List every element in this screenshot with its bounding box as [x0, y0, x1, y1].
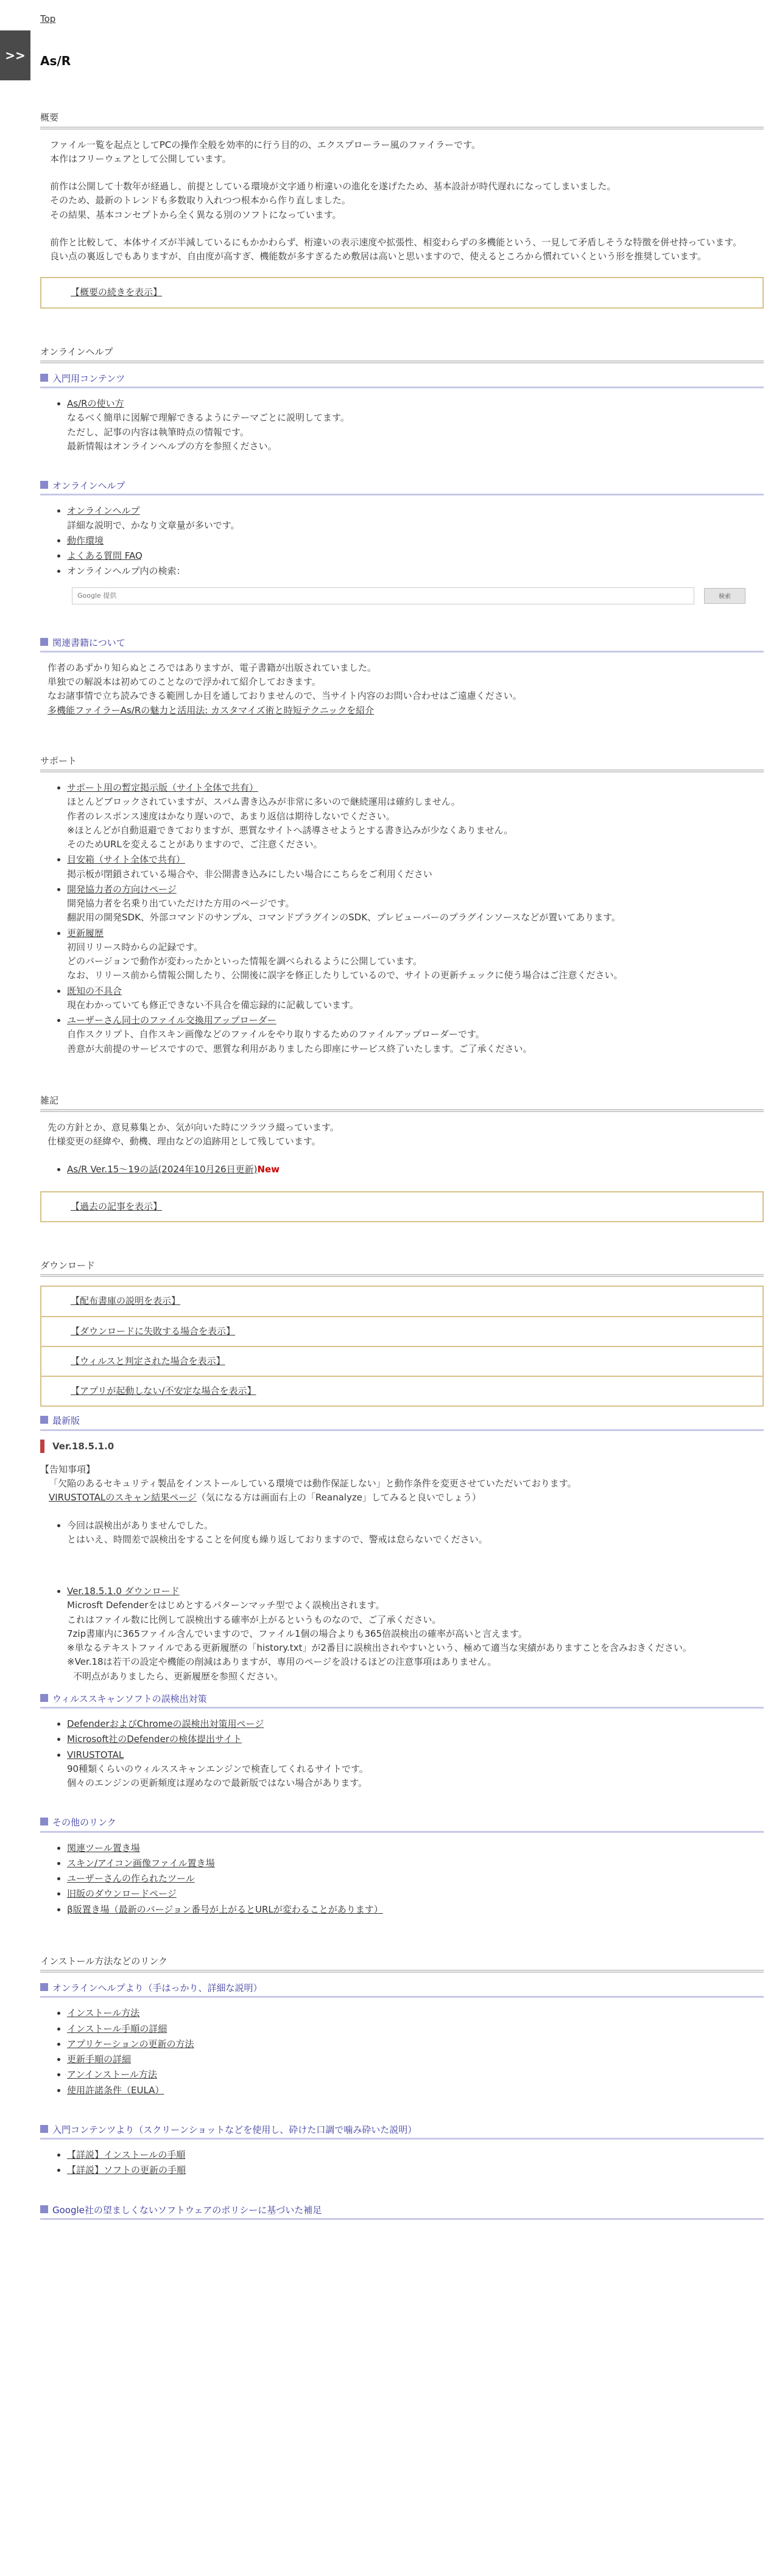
list-item — [67, 534, 764, 548]
overview-line: 良い点の裏返しでもありますが、自由度が高すぎ、機能数が多すぎるため敷居は高いと思いますので、使えるところから慣れていくという形を推奨しています。 — [50, 251, 706, 262]
download-line: これはファイル数に比例して誤検出する確率が上がるというものなので、ご了承ください。 — [67, 1614, 442, 1625]
list-item — [67, 1519, 764, 1547]
support-board-link[interactable]: サポート用の暫定掲示版（サイト全体で共有） — [67, 782, 258, 793]
list-item — [67, 564, 764, 578]
download-expanders — [40, 1286, 764, 1407]
top-link[interactable]: Top — [40, 13, 56, 24]
download-failure-expander[interactable] — [40, 1316, 764, 1346]
download-line: 不明点がありましたら、更新履歴を参照ください。 — [73, 1670, 284, 1682]
faq-link[interactable]: よくある質問 FAQ — [67, 550, 143, 561]
journal-latest-link[interactable]: As/R Ver.15～19の話(2024年10月26日更新) — [67, 1163, 258, 1175]
virustotal-link[interactable]: VIRUSTOTAL — [67, 1749, 124, 1760]
overview-line: ファイル一覧を起点としてPCの操作全般を効率的に行う目的の、エクスプローラー風のファイラーです。 — [50, 139, 481, 150]
list-item — [67, 1013, 764, 1056]
list-item — [67, 504, 764, 533]
main-content — [40, 12, 764, 2228]
notice-line — [40, 1491, 764, 1505]
expander-link[interactable]: 【ダウンロードに失敗する場合を表示】 — [71, 1325, 236, 1337]
overview-heading: 概要 — [40, 111, 764, 129]
list-item — [67, 781, 764, 852]
journal-more-link[interactable]: 【過去の記事を表示】 — [71, 1200, 163, 1212]
support-line: 善意が大前提のサービスですので、悪質な利用がありましたら即座にサービス終了いたします。ご了承ください。 — [67, 1043, 532, 1054]
list-item — [67, 1732, 764, 1746]
beta-link[interactable]: β版置き場（最新のバージョン番号が上がるとURLが変わることがあります） — [67, 1903, 383, 1915]
books-heading: 関連書籍について — [40, 636, 764, 653]
list-item — [67, 984, 764, 1013]
list-item — [67, 2084, 764, 2098]
changelog-link[interactable]: 更新履歴 — [67, 927, 104, 939]
suggestion-box-link[interactable]: 目安箱（サイト全体で共有） — [67, 854, 185, 866]
overview-line: 前作と比較して、本体サイズが半減しているにもかかわらず、桁違いの表示速度や拡張性、相変わらずの多機能という、一見して矛盾しそうな特徴を併せ持っています。 — [50, 236, 742, 248]
defender-submit-link[interactable]: Microsoft社のDefenderの検体提出サイト — [67, 1734, 242, 1745]
google-policy-heading[interactable]: Google社の望ましくないソフトウェアのポリシーに基づいた補足 — [40, 2203, 764, 2220]
list-item — [67, 883, 764, 925]
books-text — [40, 661, 764, 718]
app-unstable-expander[interactable] — [40, 1376, 764, 1407]
environment-link[interactable]: 動作環境 — [67, 534, 104, 546]
antivirus-line: 個々のエンジンの更新頻度は遅めなので最新版ではない場合があります。 — [67, 1777, 368, 1788]
search-row — [72, 587, 764, 604]
support-line: そのためURLを変えることがありますので、ご注意ください。 — [67, 839, 323, 850]
support-heading: サポート — [40, 754, 764, 772]
intro-line: なるべく簡単に図解で理解できるようにテーマごとに説明してます。 — [67, 412, 350, 424]
update-link[interactable]: アプリケーションの更新の方法 — [67, 2038, 194, 2049]
developer-page-link[interactable]: 開発協力者の方向けページ — [67, 883, 177, 895]
new-badge: New — [257, 1163, 280, 1175]
page-title: As/R — [40, 54, 71, 69]
support-line: どのバージョンで動作が変わったかといった情報を調べられるように公開しています。 — [67, 956, 423, 967]
books-line: 単独での解説本は初めてのことなので浮かれて紹介しておきます。 — [48, 676, 321, 687]
install-detail-link[interactable]: インストール手順の詳細 — [67, 2023, 167, 2034]
list-item — [67, 397, 764, 453]
support-list — [40, 781, 764, 1056]
search-label: オンラインヘルプ内の検索： — [67, 565, 186, 577]
intro-line: 最新情報はオンラインヘルプの方を参照ください。 — [67, 440, 277, 452]
notice-rest: （気になる方は画面右上の「Reanalyze」してみると良いでしょう） — [196, 1492, 481, 1503]
version-heading: Ver.18.5.1.0 — [40, 1440, 764, 1454]
books-line: なお諸事情で立ち読みできる範囲しか目を通しておりませんので、当サイト内容のお問い合わせはご遠慮ください。 — [48, 690, 522, 702]
tools-link[interactable]: 関連ツール置き場 — [67, 1842, 140, 1853]
list-item — [67, 1887, 764, 1901]
journal-list — [40, 1163, 764, 1177]
download-list — [40, 1584, 764, 1684]
support-line: 自作スクリプト、自作スキン画像などのファイルをやり取りするためのファイルアップローダーです。 — [67, 1029, 485, 1040]
support-line: なお、リリース前から情報公開したり、公開後に誤字を修正したりしているので、サイトの更新チェックに使う場合はご注意ください。 — [67, 970, 623, 981]
download-line: Microsft Defenderをはじめとするパターンマッチ型でよく誤検出されます。 — [67, 1600, 385, 1611]
notice-line: 「欠陥のあるセキュリティ製品をインストールしている環境では動作保証しない」と動作条件を変更させていただいております。 — [49, 1478, 577, 1489]
other-links-list — [40, 1841, 764, 1917]
install-intro-list — [40, 2148, 764, 2178]
list-item — [67, 853, 764, 881]
list-item — [67, 1857, 764, 1871]
antivirus-heading: ウィルススキャンソフトの誤検出対策 — [40, 1692, 764, 1709]
support-line: ほとんどブロックされていますが、スパム書き込みが非常に多いので継続運用は確約しません。 — [67, 796, 460, 808]
install-help-heading: オンラインヘルプより（手はっかり、詳細な説明） — [40, 1981, 764, 1998]
overview-more-expander[interactable] — [40, 277, 764, 308]
defender-chrome-link[interactable]: DefenderおよびChromeの誤検出対策用ページ — [67, 1718, 264, 1729]
list-item — [67, 2148, 764, 2162]
list-item — [67, 2053, 764, 2067]
intro-line: ただし、記事の内容は執筆時点の情報です。 — [67, 426, 249, 438]
download-line: ※単なるテキストファイルである更新履歴の「history.txt」が2番目に誤検出されやすいという、極めて適当な実績がありますことを含みおきください。 — [67, 1642, 692, 1653]
install-link[interactable]: インストール方法 — [67, 2007, 140, 2019]
expander-link[interactable]: 【ウィルスと判定された場合を表示】 — [71, 1355, 225, 1367]
status-line: とはいえ、時間差で誤検出をすることを何度も繰り返しておりますので、警戒は怠らないでください。 — [67, 1533, 488, 1545]
support-line: 開発協力者を名乗り出ていただけた方用のページです。 — [67, 898, 295, 909]
archive-info-expander[interactable] — [40, 1286, 764, 1315]
install-heading: インストール方法などのリンク — [40, 1955, 764, 1973]
latest-heading: 最新版 — [40, 1414, 764, 1430]
expander-link[interactable]: 【アプリが起動しない/不安定な場合を表示】 — [71, 1385, 256, 1396]
books-line: 作者のあずかり知らぬところではありますが、電子書籍が出版されていました。 — [48, 662, 376, 673]
list-item — [67, 1872, 764, 1886]
notice-title: 【告知事項】 — [40, 1463, 96, 1475]
list-item — [67, 1163, 764, 1177]
download-line: ※Ver.18は若干の設定や機能の削減はありますが、専用のページを設けるほどの注意事項はありません。 — [67, 1656, 497, 1668]
support-line: 掲示板が閉鎖されている場合や、非公開書き込みにしたい場合にこちらをご利用ください — [67, 868, 432, 880]
antivirus-list — [40, 1717, 764, 1790]
journal-more-expander[interactable] — [40, 1191, 764, 1222]
support-line: 初回リリース時からの記録です。 — [67, 941, 203, 953]
overview-text — [40, 138, 764, 264]
eula-link[interactable]: 使用許諾条件（EULA） — [67, 2084, 164, 2096]
overview-line: 本作はフリーウェアとして公開しています。 — [50, 153, 231, 164]
detection-status-list — [40, 1519, 764, 1547]
intro-list — [40, 397, 764, 453]
book-link[interactable]: 多機能ファイラーAs/Rの魅力と活用法: カスタマイズ術と時短テクニックを紹介 — [48, 704, 375, 716]
other-links-heading: その他のリンク — [40, 1816, 764, 1832]
list-item — [67, 2068, 764, 2082]
virustotal-result-link[interactable]: VIRUSTOTALのスキャン結果ページ — [49, 1492, 197, 1503]
overview-more-link[interactable]: 【概要の続きを表示】 — [71, 287, 163, 298]
sidebar-toggle-button[interactable]: >> — [0, 30, 30, 80]
list-item — [67, 1748, 764, 1791]
list-item — [67, 2006, 764, 2020]
known-issues-link[interactable]: 既知の不具合 — [67, 985, 122, 996]
support-line: 翻訳用の開発SDK、外部コマンドのサンプル、コマンドプラグインのSDK、プレビューバーのプラグインソースなどが置いてあります。 — [67, 912, 621, 923]
list-item — [67, 1717, 764, 1731]
list-item — [67, 1903, 764, 1917]
update-detail-link[interactable]: 更新手順の詳細 — [67, 2054, 132, 2065]
skin-icon-link[interactable]: スキン/アイコン画像ファイル置き場 — [67, 1857, 215, 1869]
online-help-link[interactable]: オンラインヘルプ — [67, 505, 140, 517]
journal-line: 仕様変更の経緯や、動機、理由などの追跡用として残しています。 — [48, 1136, 321, 1147]
antivirus-line: 90種類くらいのウィルススキャンエンジンで検査してくれるサイトです。 — [67, 1763, 368, 1774]
list-item — [67, 1841, 764, 1855]
install-guide-link[interactable]: 【詳説】インストールの手順 — [67, 2149, 186, 2160]
download-line: 7zip書庫内に365ファイル含んでいますので、ファイル1個の場合よりも365倍誤検出の確率が高いと言えます。 — [67, 1628, 527, 1639]
search-button[interactable]: 検索 — [704, 588, 745, 604]
online-help-subheading: オンラインヘルプ — [40, 479, 764, 495]
help-desc: 詳細な説明で、かなり文章量が多いです。 — [67, 519, 240, 531]
online-help-heading: オンラインヘルプ — [40, 345, 764, 363]
virus-detected-expander[interactable] — [40, 1346, 764, 1376]
support-line: ※ほとんどが自動退避できておりますが、悪質なサイトへ誘導させようとする書き込みが少なくありません。 — [67, 824, 513, 836]
update-guide-link[interactable]: 【詳説】ソフトの更新の手順 — [67, 2165, 186, 2176]
list-item — [67, 2037, 764, 2051]
overview-line: 前作は公開して十数年が経過し、前提としている環境が文字通り桁違いの進化を遂げたため、基本設計が時代遅れになってしまいました。 — [50, 181, 616, 192]
status-line: • 今回は誤検出がありませんでした。 — [67, 1519, 214, 1531]
support-line: 作者のレスポンス速度はかなり遅いので、あまり返信は期待しないでください。 — [67, 810, 395, 822]
list-item — [67, 1584, 764, 1684]
uploader-link[interactable]: ユーザーさん同士のファイル交換用アップローダー — [67, 1015, 277, 1026]
journal-heading: 雑記 — [40, 1094, 764, 1112]
journal-line: 先の方針とか、意見募集とか、気が向いた時にツラツラ綴っています。 — [48, 1122, 339, 1133]
expander-link[interactable]: 【配布書庫の説明を表示】 — [71, 1295, 181, 1307]
search-input[interactable] — [72, 587, 694, 604]
install-help-list — [40, 2006, 764, 2098]
support-line: 現在わかっていても修正できない不具合を備忘録的に記載しています。 — [67, 999, 359, 1010]
journal-text — [40, 1121, 764, 1149]
intro-content-heading: 入門用コンテンツ — [40, 372, 764, 388]
download-link[interactable]: Ver.18.5.1.0 ダウンロード — [67, 1586, 180, 1597]
asr-howto-link[interactable]: As/Rの使い方 — [67, 398, 124, 409]
download-heading: ダウンロード — [40, 1259, 764, 1277]
overview-line: その結果、基本コンセプトから全く異なる別のソフトになっています。 — [50, 209, 342, 220]
uninstall-link[interactable]: アンインストール方法 — [67, 2069, 157, 2081]
list-item — [67, 2163, 764, 2177]
list-item — [67, 926, 764, 983]
overview-line: そのため、最新のトレンドも多数取り入れつつ根本から作り直しました。 — [50, 195, 351, 206]
install-intro-heading: 入門コンテンツより（スクリーンショットなどを使用し、砕けた口調で噛み砕いた説明） — [40, 2123, 764, 2140]
notice-block — [40, 1463, 764, 1505]
user-tools-link[interactable]: ユーザーさんの作られたツール — [67, 1873, 195, 1884]
list-item — [67, 549, 764, 563]
old-versions-link[interactable]: 旧版のダウンロードページ — [67, 1888, 177, 1900]
help-list — [40, 504, 764, 578]
list-item — [67, 2022, 764, 2036]
